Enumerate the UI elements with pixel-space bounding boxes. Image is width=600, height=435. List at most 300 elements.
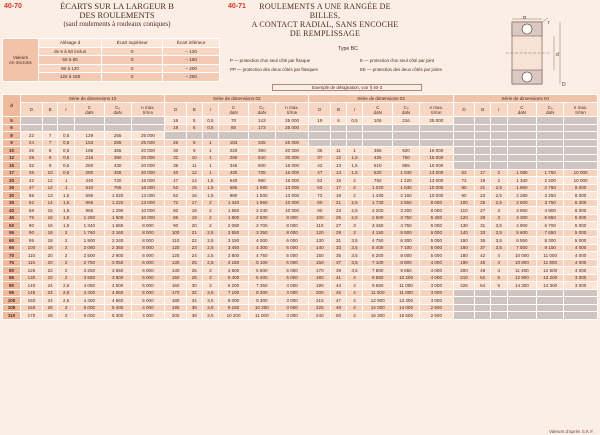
empty-cell bbox=[507, 162, 537, 170]
table-cell: 4 000 bbox=[131, 304, 165, 312]
column-label: r bbox=[353, 107, 356, 112]
tolerance-cell: 120 à 180 bbox=[39, 73, 102, 82]
table-cell: 3 450 bbox=[363, 222, 393, 230]
table-cell: 16 bbox=[42, 222, 57, 230]
table-cell: 1,5 bbox=[58, 192, 75, 200]
table-cell: 355 bbox=[363, 147, 393, 155]
table-cell: 5 000 bbox=[131, 274, 165, 282]
table-cell: 2 550 bbox=[219, 229, 249, 237]
table-cell: 85 bbox=[219, 124, 249, 132]
table-cell: 3 650 bbox=[507, 207, 537, 215]
column-header bbox=[507, 103, 537, 117]
table-cell: 47 bbox=[331, 297, 346, 305]
table-cell: 43 bbox=[331, 282, 346, 290]
table-cell: 965 bbox=[75, 207, 105, 215]
table-row bbox=[3, 147, 598, 155]
empty-cell bbox=[507, 154, 537, 162]
empty-cell bbox=[507, 117, 537, 125]
table-cell: 31 bbox=[331, 237, 346, 245]
table-cell: 455 bbox=[104, 169, 131, 177]
table-cell: 820 bbox=[393, 147, 420, 155]
empty-cell bbox=[475, 154, 490, 162]
table-cell: 2 280 bbox=[507, 192, 537, 200]
table-cell: 4 750 bbox=[363, 237, 393, 245]
table-cell: 20 000 bbox=[131, 162, 165, 170]
table-cell: 2 bbox=[58, 267, 75, 275]
table-cell: 7 bbox=[42, 132, 57, 140]
table-cell: 0,5 bbox=[202, 117, 219, 125]
table-cell: 1 220 bbox=[393, 177, 420, 185]
table-row bbox=[3, 214, 598, 222]
table-cell: 62 bbox=[309, 184, 331, 192]
empty-cell bbox=[453, 132, 475, 140]
table-cell: 8 000 bbox=[420, 199, 454, 207]
bore-diameter-cell: 5 bbox=[3, 117, 21, 125]
table-cell: 6 bbox=[331, 117, 346, 125]
table-cell: 37 bbox=[309, 154, 331, 162]
table-cell: 2 200 bbox=[537, 177, 564, 185]
table-cell: 2,5 bbox=[202, 259, 219, 267]
empty-cell bbox=[75, 124, 105, 132]
table-cell: 8 800 bbox=[393, 259, 420, 267]
tolerance-cell: − 150 bbox=[163, 56, 220, 65]
table-cell: 28 bbox=[21, 154, 43, 162]
table-cell: 52 bbox=[309, 177, 331, 185]
table-cell: 80 bbox=[21, 222, 43, 230]
column-header bbox=[187, 103, 202, 117]
table-cell: 16 bbox=[165, 117, 187, 125]
empty-cell bbox=[420, 124, 454, 132]
table-cell: 47 bbox=[165, 177, 187, 185]
column-header bbox=[21, 103, 43, 117]
empty-cell bbox=[564, 162, 598, 170]
table-cell: 2 750 bbox=[75, 259, 105, 267]
table-row bbox=[3, 312, 598, 320]
table-cell: 4 bbox=[346, 312, 363, 320]
table-cell: 25 000 bbox=[131, 139, 165, 147]
empty-cell bbox=[309, 132, 331, 140]
table-cell: 1 bbox=[58, 177, 75, 185]
column-header bbox=[75, 103, 105, 117]
table-cell: 5 000 bbox=[131, 297, 165, 305]
table-cell: 7 350 bbox=[248, 282, 275, 290]
table-cell: 6 bbox=[187, 124, 202, 132]
table-cell: 52 bbox=[165, 184, 187, 192]
table-cell: 4 300 bbox=[248, 244, 275, 252]
table-cell: 10 200 bbox=[393, 274, 420, 282]
bore-diameter-cell: 15 bbox=[3, 162, 21, 170]
empty-cell bbox=[219, 132, 249, 140]
table-cell: 1 020 bbox=[363, 184, 393, 192]
table-cell: 180 bbox=[309, 274, 331, 282]
empty-cell bbox=[131, 124, 165, 132]
table-row bbox=[3, 117, 598, 125]
table-cell: 1 630 bbox=[393, 184, 420, 192]
empty-cell bbox=[564, 304, 598, 312]
bearing-dimensions-table bbox=[2, 94, 598, 320]
tolerance-cell: − 250 bbox=[163, 73, 220, 82]
table-cell: 85 bbox=[165, 214, 187, 222]
table-cell: 12 bbox=[42, 184, 57, 192]
table-cell: 4 050 bbox=[75, 282, 105, 290]
table-cell: 4 000 bbox=[564, 244, 598, 252]
table-cell: 23 bbox=[187, 244, 202, 252]
diagram-label-b: B bbox=[523, 16, 527, 21]
table-cell: 34 bbox=[187, 297, 202, 305]
empty-cell bbox=[564, 132, 598, 140]
table-cell: 19 bbox=[187, 214, 202, 222]
table-cell: 25 000 bbox=[131, 132, 165, 140]
empty-cell bbox=[475, 117, 490, 125]
table-cell: 37 bbox=[331, 259, 346, 267]
table-cell: 250 bbox=[75, 162, 105, 170]
table-cell: 6 000 bbox=[275, 244, 309, 252]
table-cell: 10 bbox=[42, 169, 57, 177]
empty-cell bbox=[475, 162, 490, 170]
table-cell: 0,5 bbox=[58, 162, 75, 170]
table-cell: 4 bbox=[346, 304, 363, 312]
table-row bbox=[3, 282, 598, 290]
table-cell: 3,5 bbox=[490, 229, 507, 237]
table-cell: 48 bbox=[475, 267, 490, 275]
table-cell: 1 bbox=[58, 184, 75, 192]
table-cell: 2 bbox=[202, 207, 219, 215]
empty-cell bbox=[507, 124, 537, 132]
table-row bbox=[3, 177, 598, 185]
empty-cell bbox=[248, 132, 275, 140]
empty-cell bbox=[490, 304, 507, 312]
table-cell: 1 430 bbox=[363, 192, 393, 200]
table-cell: 3 150 bbox=[219, 237, 249, 245]
table-cell: 1 080 bbox=[507, 169, 537, 177]
table-cell: 3 800 bbox=[219, 252, 249, 260]
bore-diameter-cell: 60 bbox=[3, 237, 21, 245]
table-cell: 1 340 bbox=[219, 199, 249, 207]
table-cell: 3,5 bbox=[202, 297, 219, 305]
column-label: n max. bbox=[429, 104, 444, 110]
table-cell: 8 000 bbox=[275, 222, 309, 230]
empty-cell bbox=[475, 139, 490, 147]
table-cell: 510 bbox=[75, 184, 105, 192]
table-cell: 750 bbox=[363, 177, 393, 185]
table-cell: 3 050 bbox=[104, 259, 131, 267]
table-cell: 95 bbox=[21, 237, 43, 245]
table-cell: 72 bbox=[453, 177, 475, 185]
table-row bbox=[3, 259, 598, 267]
table-cell: 1 bbox=[202, 139, 219, 147]
table-cell: 1 250 bbox=[75, 214, 105, 222]
table-cell: 80 bbox=[165, 207, 187, 215]
table-cell: 115 bbox=[21, 259, 43, 267]
empty-cell bbox=[363, 139, 393, 147]
table-row bbox=[3, 274, 598, 282]
bore-diameter-cell: 80 bbox=[3, 267, 21, 275]
table-cell: 2,5 bbox=[202, 237, 219, 245]
empty-cell bbox=[490, 124, 507, 132]
table-cell: 106 bbox=[363, 117, 393, 125]
column-label: C₀ bbox=[259, 104, 265, 110]
table-cell: 9 300 bbox=[248, 297, 275, 305]
table-cell: 1 290 bbox=[104, 207, 131, 215]
table-cell: 20 000 bbox=[131, 154, 165, 162]
table-cell: 5 400 bbox=[363, 244, 393, 252]
table-cell: 4 000 bbox=[420, 274, 454, 282]
table-cell: 510 bbox=[363, 162, 393, 170]
table-cell: 22 bbox=[42, 267, 57, 275]
table-cell: 8 000 bbox=[131, 229, 165, 237]
empty-cell bbox=[475, 312, 490, 320]
table-cell: 10 800 bbox=[507, 259, 537, 267]
table-cell: 2 240 bbox=[104, 237, 131, 245]
tolerance-cell: 0 bbox=[102, 47, 163, 56]
column-unit: daN bbox=[229, 109, 238, 115]
table-cell: 2,5 bbox=[202, 229, 219, 237]
column-label: n max. bbox=[285, 104, 299, 110]
column-unit: daN bbox=[113, 109, 122, 115]
table-cell: 150 bbox=[309, 252, 331, 260]
column-header-row bbox=[3, 103, 598, 117]
empty-cell bbox=[490, 117, 507, 125]
empty-cell bbox=[537, 162, 564, 170]
empty-cell bbox=[507, 297, 537, 305]
bore-diameter-cell: 105 bbox=[3, 304, 21, 312]
table-cell: 4 150 bbox=[219, 259, 249, 267]
table-cell: 8 000 bbox=[275, 229, 309, 237]
bearing-type: Type BC bbox=[338, 46, 358, 52]
tolerance-cell: 0 bbox=[102, 56, 163, 65]
table-cell: 4 000 bbox=[131, 312, 165, 320]
table-row bbox=[3, 207, 598, 215]
table-cell: 25 000 bbox=[275, 124, 309, 132]
table-cell: 5 000 bbox=[275, 267, 309, 275]
empty-cell bbox=[42, 124, 57, 132]
table-cell: 11 bbox=[331, 147, 346, 155]
empty-cell bbox=[331, 124, 346, 132]
table-cell: 1 860 bbox=[507, 184, 537, 192]
empty-cell bbox=[475, 297, 490, 305]
bore-diameter-cell: 40 bbox=[3, 207, 21, 215]
table-cell: 2 bbox=[346, 192, 363, 200]
table-cell: 27 bbox=[475, 207, 490, 215]
column-label: B bbox=[192, 107, 196, 112]
table-cell: 1,5 bbox=[58, 199, 75, 207]
empty-cell bbox=[363, 132, 393, 140]
table-cell: 5 100 bbox=[248, 259, 275, 267]
table-cell: 9 650 bbox=[363, 282, 393, 290]
table-cell: 8 000 bbox=[131, 222, 165, 230]
table-cell: 23 bbox=[331, 207, 346, 215]
table-cell: 4 bbox=[490, 259, 507, 267]
tolerance-cell: 0 bbox=[102, 73, 163, 82]
table-cell: 3 bbox=[202, 274, 219, 282]
table-cell: 5 850 bbox=[537, 214, 564, 222]
column-unit: tr/mn bbox=[142, 109, 154, 115]
empty-cell bbox=[564, 289, 598, 297]
table-cell: 2 bbox=[202, 222, 219, 230]
empty-cell bbox=[346, 132, 363, 140]
table-cell: 2 600 bbox=[507, 199, 537, 207]
table-cell: 3 bbox=[202, 282, 219, 290]
table-cell: 21 bbox=[187, 229, 202, 237]
bore-diameter-cell: 10 bbox=[3, 147, 21, 155]
table-cell: 80 bbox=[309, 199, 331, 207]
empty-cell bbox=[453, 312, 475, 320]
table-cell: 160 bbox=[453, 244, 475, 252]
table-cell: 5 000 bbox=[275, 259, 309, 267]
page-number-right: 40-71 bbox=[228, 3, 246, 10]
table-cell: 1,5 bbox=[202, 192, 219, 200]
table-cell: 6 000 bbox=[75, 312, 105, 320]
table-cell: 2 bbox=[490, 177, 507, 185]
table-cell: 0,5 bbox=[58, 139, 75, 147]
empty-cell bbox=[453, 162, 475, 170]
table-cell: 3,5 bbox=[346, 237, 363, 245]
table-cell: 16 000 bbox=[420, 162, 454, 170]
table-cell: 140 bbox=[165, 267, 187, 275]
column-label: n max. bbox=[141, 104, 155, 110]
empty-cell bbox=[490, 312, 507, 320]
empty-cell bbox=[537, 297, 564, 305]
table-cell: 23 bbox=[475, 192, 490, 200]
table-cell: 110 bbox=[21, 252, 43, 260]
table-cell: 3,5 bbox=[202, 289, 219, 297]
tolerance-header: Alésage d bbox=[39, 39, 102, 48]
table-cell: 1 800 bbox=[219, 214, 249, 222]
table-row bbox=[3, 132, 598, 140]
table-cell: 685 bbox=[219, 184, 249, 192]
table-cell: 13 200 bbox=[537, 274, 564, 282]
table-cell: 4 000 bbox=[564, 259, 598, 267]
table-cell: 4 000 bbox=[420, 259, 454, 267]
column-label: C bbox=[87, 104, 91, 110]
table-cell: 6 300 bbox=[420, 214, 454, 222]
table-cell: 1 900 bbox=[75, 237, 105, 245]
table-cell: 1 020 bbox=[104, 192, 131, 200]
table-cell: 20 000 bbox=[275, 154, 309, 162]
table-cell: 3 550 bbox=[75, 274, 105, 282]
table-cell: 8 000 bbox=[219, 297, 249, 305]
table-cell: 29 bbox=[475, 214, 490, 222]
table-cell: 90 bbox=[165, 222, 187, 230]
table-cell: 440 bbox=[75, 177, 105, 185]
table-cell: 3 000 bbox=[420, 297, 454, 305]
table-cell: 4 650 bbox=[104, 289, 131, 297]
table-cell: 750 bbox=[393, 154, 420, 162]
table-cell: 26 bbox=[42, 304, 57, 312]
table-cell: 735 bbox=[248, 169, 275, 177]
table-cell: 68 bbox=[21, 207, 43, 215]
table-cell: 50 bbox=[331, 312, 346, 320]
table-cell: 6 000 bbox=[131, 252, 165, 260]
table-cell: 3 250 bbox=[537, 192, 564, 200]
page-title-right bbox=[246, 2, 404, 38]
table-cell: 110 bbox=[165, 237, 187, 245]
table-cell: 17 bbox=[187, 199, 202, 207]
table-cell: 3 000 bbox=[275, 297, 309, 305]
legend-item: EE — protection des deux côtés par joints bbox=[360, 67, 442, 72]
table-cell: 143 bbox=[248, 117, 275, 125]
table-cell: 16 000 bbox=[420, 154, 454, 162]
table-cell: 5 bbox=[490, 274, 507, 282]
tolerance-cell: 50 à 80 bbox=[39, 56, 102, 65]
table-cell: 4 bbox=[346, 274, 363, 282]
tolerance-cell: de 5 à 50 inclus bbox=[39, 47, 102, 56]
column-label: D bbox=[29, 107, 34, 112]
table-cell: 9 150 bbox=[537, 244, 564, 252]
empty-cell bbox=[537, 154, 564, 162]
table-cell: 0,5 bbox=[58, 147, 75, 155]
table-cell: 8 650 bbox=[363, 274, 393, 282]
table-cell: 2,5 bbox=[346, 207, 363, 215]
table-cell: 100 bbox=[309, 214, 331, 222]
table-cell: 4 400 bbox=[75, 297, 105, 305]
table-cell: 24 bbox=[21, 139, 43, 147]
table-cell: 2 500 bbox=[75, 252, 105, 260]
column-label: D bbox=[462, 107, 466, 112]
table-cell: 430 bbox=[104, 162, 131, 170]
table-cell: 3 200 bbox=[393, 207, 420, 215]
column-label: B bbox=[481, 107, 485, 112]
table-cell: 4 750 bbox=[248, 252, 275, 260]
table-cell: 1 220 bbox=[104, 199, 131, 207]
table-cell: 32 bbox=[165, 154, 187, 162]
table-cell: 3,5 bbox=[490, 222, 507, 230]
table-cell: 4 300 bbox=[507, 214, 537, 222]
table-cell: 150 bbox=[21, 297, 43, 305]
table-cell: 37 bbox=[475, 244, 490, 252]
table-cell: 130 bbox=[165, 259, 187, 267]
tolerance-cell: 0 bbox=[102, 64, 163, 73]
table-cell: 215 bbox=[309, 297, 331, 305]
table-cell: 10 000 bbox=[507, 252, 537, 260]
table-row bbox=[3, 297, 598, 305]
table-cell: 75 bbox=[21, 214, 43, 222]
table-cell: 26 bbox=[165, 139, 187, 147]
table-cell: 4 000 bbox=[275, 289, 309, 297]
table-cell: 130 bbox=[309, 237, 331, 245]
table-cell: 4 150 bbox=[363, 229, 393, 237]
empty-cell bbox=[453, 124, 475, 132]
table-cell: 16 300 bbox=[363, 312, 393, 320]
table-cell: 22 bbox=[21, 132, 43, 140]
table-cell: 25 000 bbox=[420, 117, 454, 125]
table-cell: 5 000 bbox=[131, 282, 165, 290]
table-cell: 4 bbox=[346, 289, 363, 297]
table-cell: 11 bbox=[187, 162, 202, 170]
table-cell: 29 bbox=[331, 229, 346, 237]
source-note: Valeurs d'après S.K.F. bbox=[549, 429, 594, 434]
table-cell: 2 080 bbox=[219, 222, 249, 230]
bore-diameter-cell: 8 bbox=[3, 132, 21, 140]
table-cell: 9 150 bbox=[219, 304, 249, 312]
empty-cell bbox=[187, 132, 202, 140]
table-cell: 3,5 bbox=[490, 237, 507, 245]
table-cell: 1 340 bbox=[507, 177, 537, 185]
table-cell: 7 100 bbox=[219, 289, 249, 297]
table-cell: 33 bbox=[331, 244, 346, 252]
table-cell: 11 000 bbox=[393, 282, 420, 290]
table-cell: 1 730 bbox=[363, 199, 393, 207]
table-cell: 2 500 bbox=[248, 214, 275, 222]
empty-cell bbox=[363, 124, 393, 132]
empty-cell bbox=[393, 139, 420, 147]
empty-cell bbox=[346, 139, 363, 147]
empty-cell bbox=[564, 154, 598, 162]
table-cell: 2 550 bbox=[393, 199, 420, 207]
column-header bbox=[58, 103, 75, 117]
table-cell: 8 000 bbox=[275, 214, 309, 222]
table-cell: 2 600 bbox=[363, 214, 393, 222]
